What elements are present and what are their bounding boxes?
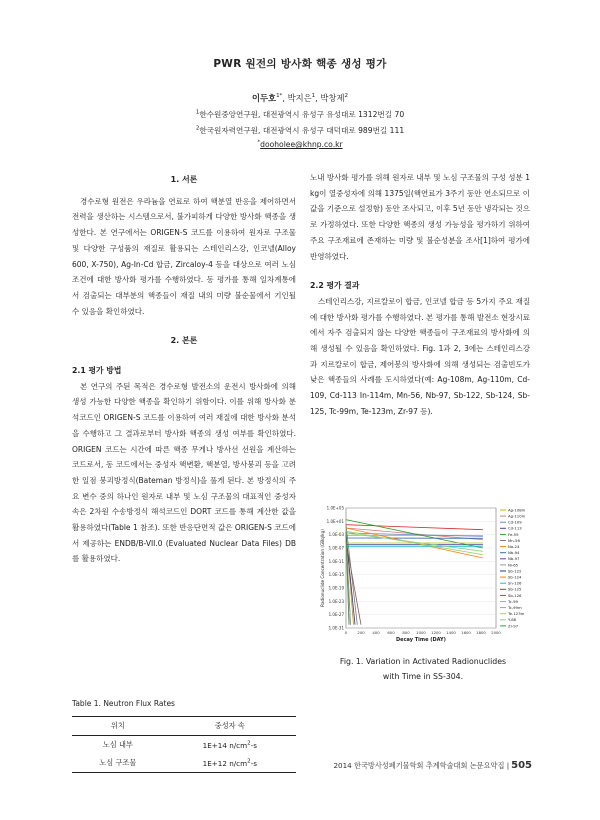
paper-title: PWR 원전의 방사화 핵종 생성 평가	[213, 58, 387, 70]
legend-label: Sb-122	[508, 568, 522, 574]
table-cell-flux	[164, 736, 296, 755]
table-header-row	[72, 717, 296, 736]
legend-label: Sb-126	[508, 592, 522, 598]
body-heading: 2. 본론	[170, 336, 198, 346]
legend-label: Y-88	[508, 617, 517, 623]
flux-value: 1E+12 n/cm	[202, 758, 248, 768]
affiliation-2-sup: 2	[195, 125, 200, 132]
neutron-flux-table	[72, 716, 296, 773]
x-tick-label: 1400	[446, 630, 456, 635]
footer-text: 2014 한국방사성폐기물학회 추계학술대회 논문요약집 |	[333, 761, 510, 770]
y-tick-label: 1.0E+05	[326, 505, 344, 511]
x-tick-label: 1800	[476, 630, 486, 635]
y-tick-label: 1.0E-27	[328, 612, 344, 618]
x-tick-label: 1000	[416, 630, 426, 635]
x-tick-label: 1200	[431, 630, 441, 635]
right-column	[310, 170, 530, 420]
results-paragraph: 스테인리스강, 지르칼로이 합금, 인코넬 합금 등 5가지 주요 재질에 대한 방사화 평가를 수행하였다. 본 평가를 통해 발전소 현장시료에서 자주 검출되지 않는 다양한 핵종들이 구조재료의 방사화에 의해 생성될 수 있음을 확인하였다. Fig. 1과 2, 3에는 스테인리스강과 지르칼로이 합금, 제어봉의 방사화에 의해 생성되는 검출빈도가 낮은 핵종들의 사례를 도시하였다(예: Ag-108m, Ag-110m, Cd-109, Cd-113 In-114m, Mn-56, Nb-97, Sb-122, Sb-124, Sb-125, Tc-99m, Te-123m, Zr-97 등).	[310, 296, 530, 416]
legend-label: Na-24	[508, 544, 520, 549]
corresponding-email	[0, 140, 600, 149]
method-heading: 2.1 평가 방법	[72, 366, 122, 376]
author-2: 박지은	[287, 93, 312, 103]
legend-label: Sn-126	[508, 580, 522, 586]
figure-caption-line-2: with Time in SS-304.	[382, 672, 464, 681]
y-tick-labels	[327, 506, 345, 631]
legend-label: Nb-94	[508, 550, 520, 556]
flux-unit-sup: 2	[247, 740, 251, 747]
y-tick-label: 1.0E-03	[328, 532, 344, 538]
legend-label: Tc-99	[508, 598, 518, 604]
affiliation-1	[0, 109, 600, 120]
page-number: 505	[511, 760, 532, 771]
legend-label: Fe-59	[508, 531, 519, 537]
table-caption: Table 1. Neutron Flux Rates	[72, 699, 175, 708]
author-3-sup: 2	[344, 93, 348, 100]
assumption-paragraph: 노내 방사화 평가를 위해 원자로 내부 및 노심 구조물의 구성 성분 1 kg이 열중성자에 의해 1375일(핵연료가 3주기 동안 연소되므로 이 값을 기준으로 설정함) 동안 조사되고, 이후 5년 동안 냉각되는 것으로 가정하였다. 또한 다양한 핵종의 생성 가능성을 평가하기 위하여 주요 구조재료에 존재하는 미량 및 불순성분을 조사[1]하여 평가에 반영하였다.	[310, 173, 530, 261]
table-row	[72, 736, 296, 755]
y-tick-label: 1.0E+01	[326, 518, 344, 524]
x-tick-labels	[345, 630, 502, 635]
legend-label: Cd-109	[508, 519, 522, 525]
chart-legend	[500, 507, 526, 628]
legend-label: Ag-108m	[508, 507, 526, 513]
x-tick-label: 800	[402, 630, 410, 635]
x-tick-label: 200	[357, 630, 365, 635]
legend-label: Sb-125	[508, 586, 522, 592]
legend-label: Mn-56	[508, 537, 520, 543]
author-2-sup: 1	[311, 93, 316, 100]
decay-chart	[316, 504, 530, 644]
affiliation-2-text: 한국원자력연구원, 대전광역시 유성구 대덕대로 989번길 111	[199, 126, 405, 135]
figure-caption	[312, 654, 534, 684]
x-axis-label: Decay Time (DAY)	[396, 637, 446, 643]
y-axis-label: Radionuclide Concentration (GBq/kg)	[320, 529, 325, 607]
method-paragraph: 본 연구의 주된 목적은 경수로형 발전소의 운전시 방사화에 의해 생성 가능한 다양한 핵종을 확인하기 위함이다. 이를 위해 방사화 분석코드인 ORIGEN-S 코드를 이용하여 여러 재질에 대한 방사화 분석을 수행하고 그 결과로부터 방사화 핵종의 생성 여부를 확인하였다. ORIGEN 코드는 시간에 따른 핵종 무게나 방사선 선원을 계산하는 코드로서, 동 코드에서는 중성자 핵변환, 핵분열, 방사붕괴 등을 고려한 일점 붕괴방정식(Bateman 방정식)을 풀게 된다. 본 방정식의 주요 변수 중의 하나인 원자로 내부 및 노심 구조물의 대표적인 중성자속은 2차원 수송방정식 해석코드인 DORT 코드를 통해 계산한 값을 활용하였다(Table 1 참조). 또한 반응단면적 값은 ORIGEN-S 코드에서 제공하는 ENDB/B-VII.0 (Evaluated Nuclear Data Files) DB를 활용하였다.	[72, 381, 296, 564]
flux-unit-tail: -s	[250, 758, 257, 768]
y-tick-label: 1.0E-15	[328, 572, 344, 578]
flux-value: 1E+14 n/cm	[202, 740, 248, 750]
author-3: 박창제	[320, 93, 345, 103]
affiliation-1-text: 한수원중앙연구원, 대전광역시 유성구 유성대로 1312번길 70	[199, 110, 405, 119]
left-column	[72, 172, 296, 567]
author-1: 이두호	[252, 93, 277, 103]
legend-label: Ag-110m	[508, 513, 526, 519]
author-sep: ,	[315, 93, 321, 103]
email-link[interactable]: dooholee@khnp.co.kr	[260, 140, 343, 149]
legend-label: Nb-97	[508, 556, 520, 562]
x-tick-label: 600	[387, 630, 395, 635]
legend-label: Cd-113	[508, 525, 522, 531]
flux-unit-sup: 2	[247, 758, 251, 765]
legend-label: Zr-97	[508, 623, 519, 629]
x-tick-label: 400	[372, 630, 380, 635]
intro-paragraph: 경수로형 원전은 우라늄을 연료로 하여 핵분열 반응을 제어하면서 전력을 생산하는 시스템으로서, 불가피하게 다양한 방사화 핵종을 생성한다. 본 연구에서는 ORIGEN-S 코드를 이용하여 원자로 구조물 및 다양한 구성품의 재질로 활용되는 스테인리스강, 인코넬(Alloy 600, X-750), Ag-In-Cd 합금, Zircaloy-4 등을 대상으로 여러 노심조건에 대한 방사화 평가를 수행하였다. 동 평가를 통해 일차계통에서 검출되는 대부분의 핵종들이 재질 내의 미량 불순물에서 기인될 수 있음을 확인하였다.	[72, 196, 296, 316]
table-header-flux: 중성자 속	[164, 717, 296, 736]
affiliation-2	[0, 125, 600, 136]
table-row	[72, 754, 296, 773]
y-tick-label: 1.0E-23	[328, 598, 344, 604]
table-cell-flux	[164, 754, 296, 773]
legend-label: Te-123m	[508, 611, 525, 617]
page-footer	[333, 760, 532, 771]
author-sep: ,	[282, 93, 288, 103]
x-tick-label: 0	[344, 630, 348, 635]
flux-unit-tail: -s	[250, 740, 257, 750]
y-tick-label: 1.0E-07	[328, 545, 344, 551]
y-tick-label: 1.0E-11	[328, 558, 344, 564]
author-1-sup: 1*	[276, 93, 283, 100]
table-cell-location: 노심 내부	[102, 740, 133, 749]
legend-label: Tc-99m	[508, 605, 522, 610]
figure-caption-line-1: Fig. 1. Variation in Activated Radionuclides	[339, 657, 507, 666]
table-cell-location: 노심 구조물	[72, 754, 164, 773]
plot-area	[346, 508, 496, 628]
table-header-location: 위치	[72, 717, 164, 736]
intro-heading: 1. 서론	[170, 175, 198, 184]
y-tick-label: 1.0E-31	[328, 625, 344, 631]
affiliation-1-sup: 1	[195, 109, 200, 116]
x-tick-label: 1600	[461, 630, 471, 635]
results-heading: 2.2 평가 결과	[310, 281, 360, 291]
email-sup: *	[257, 139, 261, 146]
x-tick-label: 2000	[491, 630, 501, 635]
legend-label: Ni-65	[508, 562, 519, 568]
y-tick-label: 1.0E-19	[328, 585, 344, 591]
author-line	[0, 92, 600, 104]
legend-label: Sb-124	[508, 574, 522, 580]
